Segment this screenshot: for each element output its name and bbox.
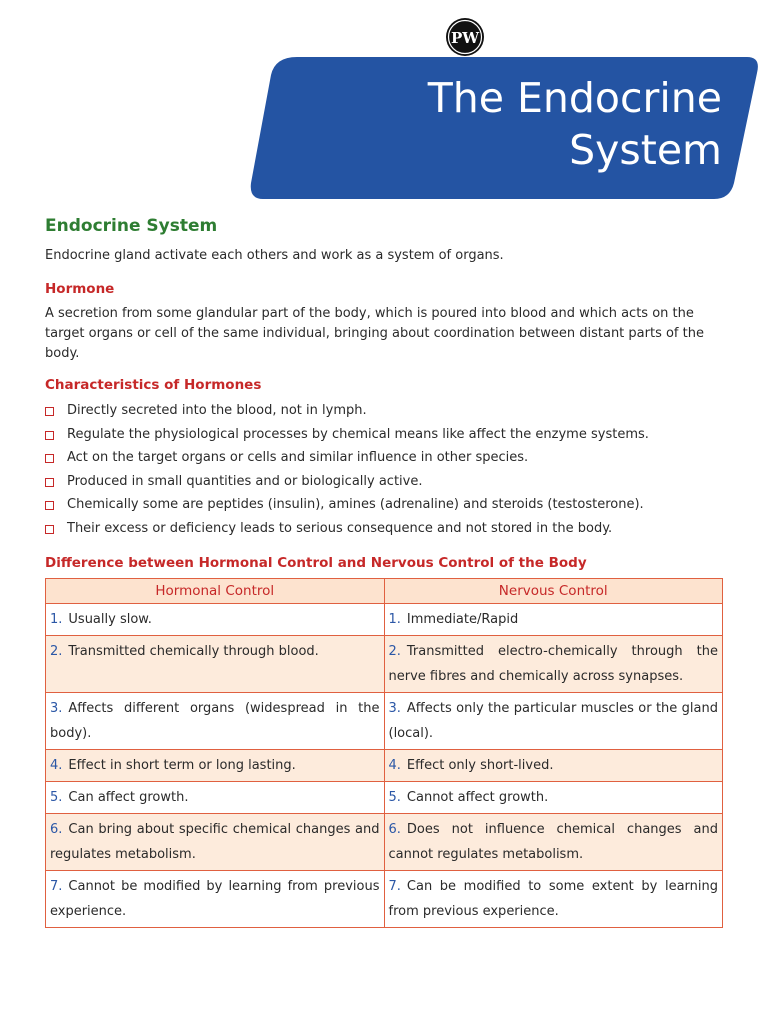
cell-text: Transmitted electro-chemically through the nerve fibres and chemically across synapses. <box>388 644 718 684</box>
table-row <box>46 693 723 750</box>
list-item-text: Chemically some are peptides (insulin), amines (adrenaline) and steroids (testosterone). <box>67 497 644 512</box>
cell-text: Cannot be modified by learning from previous experience. <box>50 879 380 919</box>
table-cell-hormonal <box>46 693 385 750</box>
table-row <box>46 871 723 928</box>
list-item <box>45 425 725 449</box>
column-header-nervous: Nervous Control <box>384 579 723 604</box>
row-number: 6. <box>50 822 63 837</box>
list-item <box>45 401 725 425</box>
list-item <box>45 448 725 472</box>
table-cell-hormonal <box>46 636 385 693</box>
table-cell-nervous <box>384 750 723 782</box>
table-cell-nervous <box>384 814 723 871</box>
row-number: 4. <box>388 758 401 773</box>
table-header-row <box>46 579 723 604</box>
page-title-line-1: The Endocrine <box>427 74 722 122</box>
table-cell-hormonal <box>46 750 385 782</box>
row-number: 3. <box>388 701 401 716</box>
table-cell-hormonal <box>46 871 385 928</box>
row-number: 7. <box>50 879 63 894</box>
hormone-heading: Hormone <box>45 281 115 297</box>
table-cell-nervous <box>384 604 723 636</box>
cell-text: Effect only short-lived. <box>406 758 554 773</box>
difference-heading: Difference between Hormonal Control and Nervous Control of the Body <box>45 555 587 571</box>
checkbox-bullet-icon <box>45 407 54 416</box>
page-title-line-2: System <box>569 126 722 174</box>
row-number: 3. <box>50 701 63 716</box>
row-number: 6. <box>388 822 401 837</box>
table-row <box>46 636 723 693</box>
cell-text: Usually slow. <box>68 612 152 627</box>
cell-text: Affects different organs (widespread in the body). <box>50 701 380 741</box>
section-intro: Endocrine gland activate each others and work as a system of organs. <box>45 248 504 263</box>
characteristics-heading: Characteristics of Hormones <box>45 377 262 393</box>
checkbox-bullet-icon <box>45 454 54 463</box>
row-number: 2. <box>388 644 401 659</box>
list-item <box>45 472 725 496</box>
pw-logo <box>439 16 491 58</box>
list-item <box>45 519 725 543</box>
table-cell-nervous <box>384 693 723 750</box>
table-row <box>46 814 723 871</box>
column-header-hormonal: Hormonal Control <box>46 579 385 604</box>
list-item-text: Regulate the physiological processes by chemical means like affect the enzyme systems. <box>67 426 649 442</box>
checkbox-bullet-icon <box>45 478 54 487</box>
section-heading: Endocrine System <box>45 216 218 236</box>
table-cell-hormonal <box>46 782 385 814</box>
table-cell-nervous <box>384 636 723 693</box>
row-number: 1. <box>388 612 401 627</box>
row-number: 5. <box>50 790 63 805</box>
cell-text: Effect in short term or long lasting. <box>68 758 296 773</box>
hormone-definition: A secretion from some glandular part of the body, which is poured into blood and which acts on the target organs or cell of the same individual, bringing about coordination between distant parts of the body. <box>45 306 704 361</box>
row-number: 1. <box>50 612 63 627</box>
table-row <box>46 604 723 636</box>
cell-text: Does not influence chemical changes and cannot regulates metabolism. <box>388 822 718 862</box>
row-number: 7. <box>388 879 401 894</box>
table-cell-hormonal <box>46 814 385 871</box>
checkbox-bullet-icon <box>45 525 54 534</box>
cell-text: Can affect growth. <box>68 790 189 805</box>
cell-text: Cannot affect growth. <box>406 790 549 805</box>
table-cell-hormonal <box>46 604 385 636</box>
cell-text: Transmitted chemically through blood. <box>68 644 319 659</box>
table-row <box>46 782 723 814</box>
list-item <box>45 495 725 519</box>
cell-text: Can be modified to some extent by learning from previous experience. <box>388 879 718 919</box>
list-item-text: Produced in small quantities and or biologically active. <box>67 473 423 489</box>
table-row <box>46 750 723 782</box>
checkbox-bullet-icon <box>45 431 54 440</box>
cell-text: Can bring about specific chemical changes and regulates metabolism. <box>50 822 380 862</box>
checkbox-bullet-icon <box>45 501 54 510</box>
difference-table <box>45 578 723 928</box>
row-number: 2. <box>50 644 63 659</box>
table-cell-nervous <box>384 871 723 928</box>
list-item-text: Directly secreted into the blood, not in lymph. <box>67 403 367 418</box>
cell-text: Affects only the particular muscles or the gland (local). <box>388 701 718 741</box>
cell-text: Immediate/Rapid <box>406 612 519 627</box>
list-item-text: Act on the target organs or cells and similar influence in other species. <box>67 450 529 465</box>
characteristics-list <box>45 401 725 542</box>
row-number: 5. <box>388 790 401 805</box>
table-cell-nervous <box>384 782 723 814</box>
page-title <box>362 72 722 176</box>
row-number: 4. <box>50 758 63 773</box>
list-item-text: Their excess or deficiency leads to serious consequence and not stored in the body. <box>67 520 613 536</box>
logo-text: PW <box>450 29 480 47</box>
